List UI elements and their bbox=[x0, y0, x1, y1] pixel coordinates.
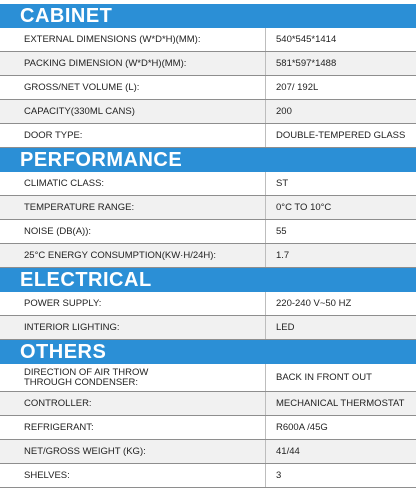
table-row bbox=[0, 464, 416, 488]
spec-label: REFRIGERANT: bbox=[0, 416, 266, 439]
spec-value: 207/ 192L bbox=[276, 82, 319, 93]
spec-value: ST bbox=[276, 178, 289, 189]
spec-value: 55 bbox=[276, 226, 287, 237]
table-row bbox=[0, 440, 416, 464]
spec-value: LED bbox=[276, 322, 295, 333]
section-header-electrical: ELECTRICAL bbox=[0, 268, 416, 292]
table-row bbox=[0, 124, 416, 148]
table-row bbox=[0, 76, 416, 100]
spec-value: 581*597*1488 bbox=[276, 58, 337, 69]
spec-value: 0°C TO 10°C bbox=[276, 202, 332, 213]
spec-value: 540*545*1414 bbox=[276, 34, 337, 45]
section-header-others: OTHERS bbox=[0, 340, 416, 364]
section-header-cabinet: CABINET bbox=[0, 4, 416, 28]
spec-value: DOUBLE-TEMPERED GLASS bbox=[276, 130, 406, 141]
spec-value: 3 bbox=[276, 470, 282, 481]
table-row bbox=[0, 220, 416, 244]
spec-label: PACKING DIMENSION (W*D*H)(MM): bbox=[0, 52, 266, 75]
table-row bbox=[0, 52, 416, 76]
spec-label: CAPACITY(330ML CANS) bbox=[0, 100, 266, 123]
spec-label: DOOR TYPE: bbox=[0, 124, 266, 147]
spec-value: MECHANICAL THERMOSTAT bbox=[276, 398, 405, 409]
table-row bbox=[0, 28, 416, 52]
table-row bbox=[0, 364, 416, 392]
spec-label: SHELVES: bbox=[0, 464, 266, 487]
table-row bbox=[0, 316, 416, 340]
table-row bbox=[0, 172, 416, 196]
table-row bbox=[0, 292, 416, 316]
spec-label: INTERIOR LIGHTING: bbox=[0, 316, 266, 339]
spec-label: NET/GROSS WEIGHT (KG): bbox=[0, 440, 266, 463]
spec-value: 200 bbox=[276, 106, 292, 117]
spec-label-lines bbox=[24, 368, 148, 388]
spec-label: CLIMATIC CLASS: bbox=[0, 172, 266, 195]
table-row bbox=[0, 416, 416, 440]
spec-label-line: THROUGH CONDENSER: bbox=[24, 376, 139, 388]
table-row bbox=[0, 196, 416, 220]
table-row bbox=[0, 392, 416, 416]
spec-label-line: DIRECTION OF AIR THROW bbox=[24, 366, 149, 378]
section-header-performance: PERFORMANCE bbox=[0, 148, 416, 172]
spec-value: BACK IN FRONT OUT bbox=[276, 372, 372, 383]
spec-label: TEMPERATURE RANGE: bbox=[0, 196, 266, 219]
spec-label: POWER SUPPLY: bbox=[0, 292, 266, 315]
spec-label: 25°C ENERGY CONSUMPTION(KW·H/24H): bbox=[0, 244, 266, 267]
spec-label: CONTROLLER: bbox=[0, 392, 266, 415]
spec-label-multiline bbox=[0, 364, 266, 391]
spec-value: R600A /45G bbox=[276, 422, 328, 433]
spec-value: 41/44 bbox=[276, 446, 300, 457]
spec-label: EXTERNAL DIMENSIONS (W*D*H)(MM): bbox=[0, 28, 266, 51]
spec-label: GROSS/NET VOLUME (L): bbox=[0, 76, 266, 99]
spec-label: NOISE (DB(A)): bbox=[0, 220, 266, 243]
table-row bbox=[0, 100, 416, 124]
table-row bbox=[0, 244, 416, 268]
spec-value: 1.7 bbox=[276, 250, 290, 261]
spec-value: 220-240 V~50 HZ bbox=[276, 298, 352, 309]
